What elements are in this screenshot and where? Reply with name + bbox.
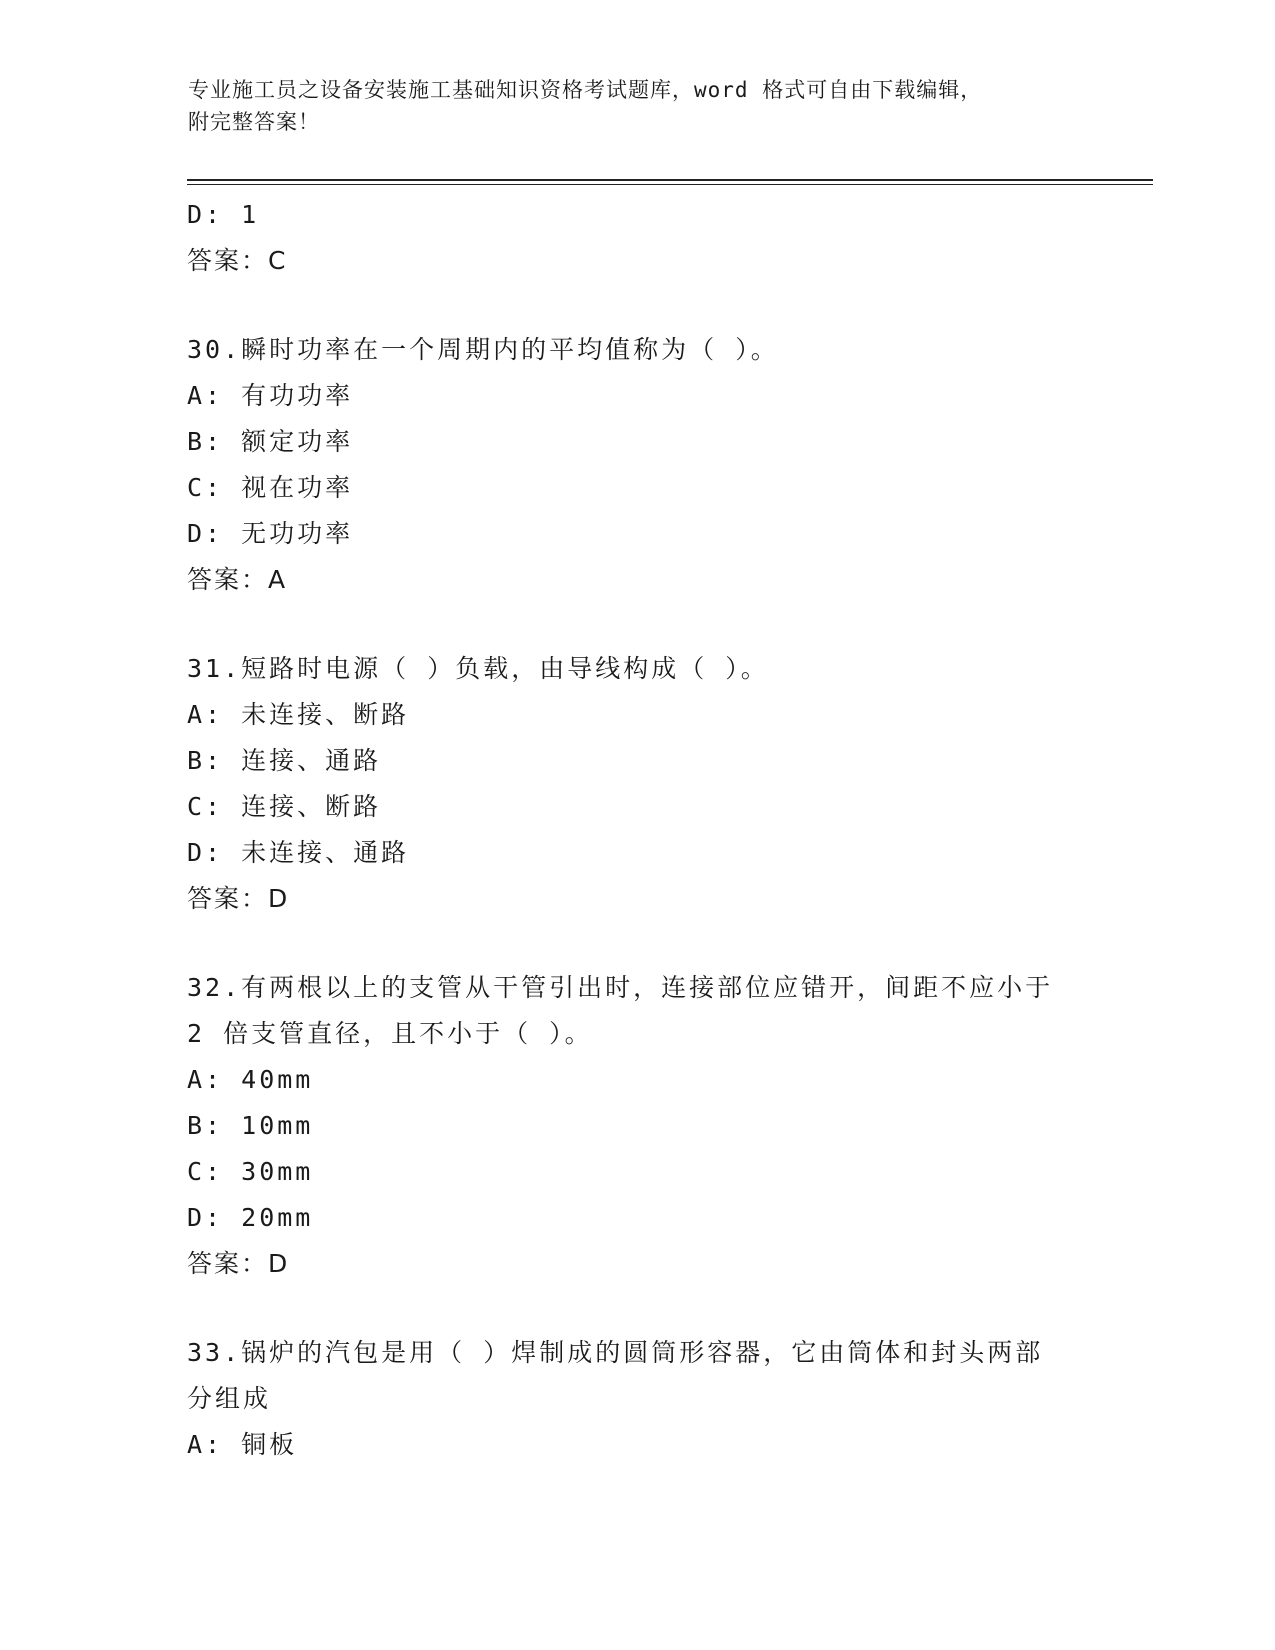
answer-line: 答案：A (187, 565, 288, 594)
question-stem-continued: 2 倍支管直径，且不小于（ ）。 (187, 1019, 593, 1048)
header-line-2: 附完整答案！ (188, 110, 320, 134)
option-a: A: 有功功率 (187, 381, 354, 410)
question-stem: 30.瞬时功率在一个周期内的平均值称为（ ）。 (187, 335, 779, 364)
answer-line: 答案：D (187, 884, 290, 913)
option-a: A: 40mm (187, 1065, 314, 1094)
answer-line: 答案：D (187, 1249, 290, 1278)
option-c: C: 30mm (187, 1157, 314, 1186)
option-c: C: 视在功率 (187, 473, 354, 502)
spacer (187, 603, 1087, 646)
spacer (187, 922, 1087, 965)
page-header (188, 74, 1068, 138)
option-b: B: 连接、通路 (187, 746, 382, 775)
option-a: A: 铜板 (187, 1430, 298, 1459)
option-d: D: 1 (187, 200, 260, 229)
question-stem-continued: 分组成 (187, 1384, 272, 1413)
option-b: B: 额定功率 (187, 427, 354, 456)
spacer (187, 1287, 1087, 1330)
option-d: D: 20mm (187, 1203, 314, 1232)
option-b: B: 10mm (187, 1111, 314, 1140)
question-stem: 31.短路时电源（ ）负载，由导线构成（ ）。 (187, 654, 769, 683)
option-a: A: 未连接、断路 (187, 700, 410, 729)
spacer (187, 284, 1087, 327)
header-line-1: 专业施工员之设备安装施工基础知识资格考试题库，word 格式可自由下载编辑， (188, 78, 983, 102)
question-stem: 33.锅炉的汽包是用（ ）焊制成的圆筒形容器，它由筒体和封头两部 (187, 1338, 1044, 1367)
question-list (187, 192, 1087, 1468)
question-stem: 32.有两根以上的支管从干管引出时，连接部位应错开，间距不应小于 (187, 973, 1054, 1002)
header-rule-thick (187, 179, 1153, 181)
option-c: C: 连接、断路 (187, 792, 382, 821)
option-d: D: 无功功率 (187, 519, 354, 548)
answer-line: 答案：C (187, 246, 288, 275)
header-rule-thin (187, 184, 1153, 185)
option-d: D: 未连接、通路 (187, 838, 410, 867)
